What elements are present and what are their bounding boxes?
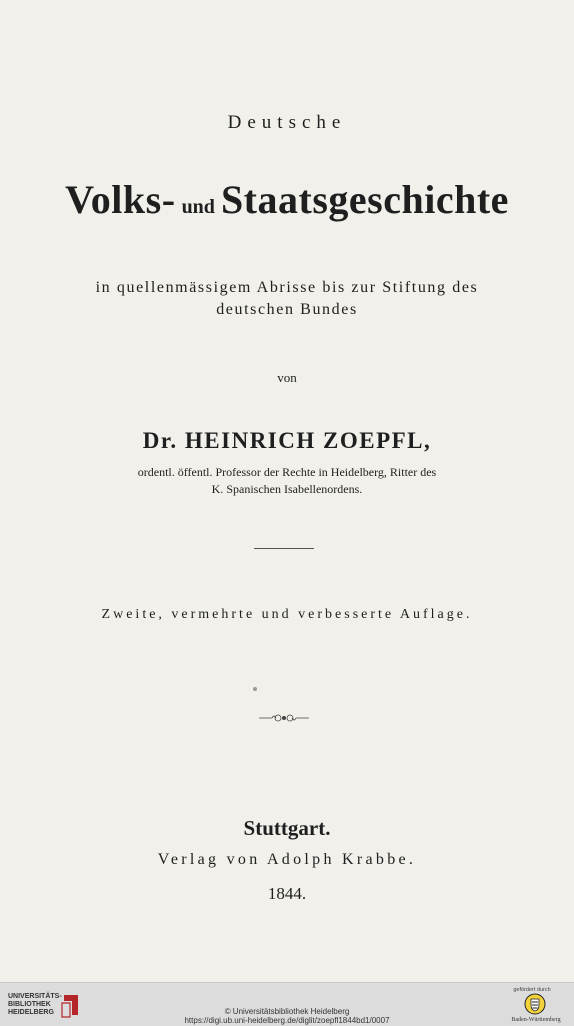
main-title [0, 176, 574, 223]
subtitle-line2: deutschen Bundes [216, 301, 358, 318]
subtitle [0, 277, 574, 321]
library-line1: UNIVERSITÄTS- [8, 993, 62, 1000]
title-part2: Staatsgeschichte [220, 177, 509, 222]
author-desc-line2: K. Spanischen Isabellenordens. [211, 482, 363, 496]
funded-by-label: gefördert durch [513, 987, 551, 993]
author-description [0, 464, 574, 498]
by-label: von [277, 370, 297, 385]
library-line2: BIBLIOTHEK [8, 1001, 51, 1008]
publication-year: 1844. [267, 884, 307, 903]
subtitle-line1: in quellenmässigem Abrisse bis zur Stiftung des [95, 279, 479, 296]
sup-title: Deutsche [227, 112, 347, 133]
publisher: Verlag von Adolph Krabbe. [157, 851, 417, 868]
title-part1: Volks- [65, 177, 176, 222]
author-name: Dr. HEINRICH ZOEPFL, [142, 428, 432, 453]
copyright-notice: © Universitätsbibliothek Heidelberg [224, 1007, 350, 1016]
library-line3: HEIDELBERG [8, 1009, 54, 1016]
baden-wuerttemberg-seal-icon[interactable] [524, 993, 546, 1015]
footer-bar [0, 982, 574, 1026]
title-connector: und [181, 196, 215, 218]
funder-label: Baden-Württemberg [511, 1017, 561, 1023]
permalink[interactable]: https://digi.ub.uni-heidelberg.de/diglit/zoepfl1844bd1/0007 [184, 1016, 390, 1025]
edition-statement: Zweite, vermehrte und verbesserte Auflage. [101, 607, 473, 622]
publication-place: Stuttgart. [243, 816, 331, 840]
ornament-flourish-icon [258, 712, 310, 724]
divider-rule [254, 548, 314, 549]
paper-speck [253, 687, 257, 691]
author-desc-line1: ordentl. öffentl. Professor der Rechte in Heidelberg, Ritter des [137, 465, 437, 479]
